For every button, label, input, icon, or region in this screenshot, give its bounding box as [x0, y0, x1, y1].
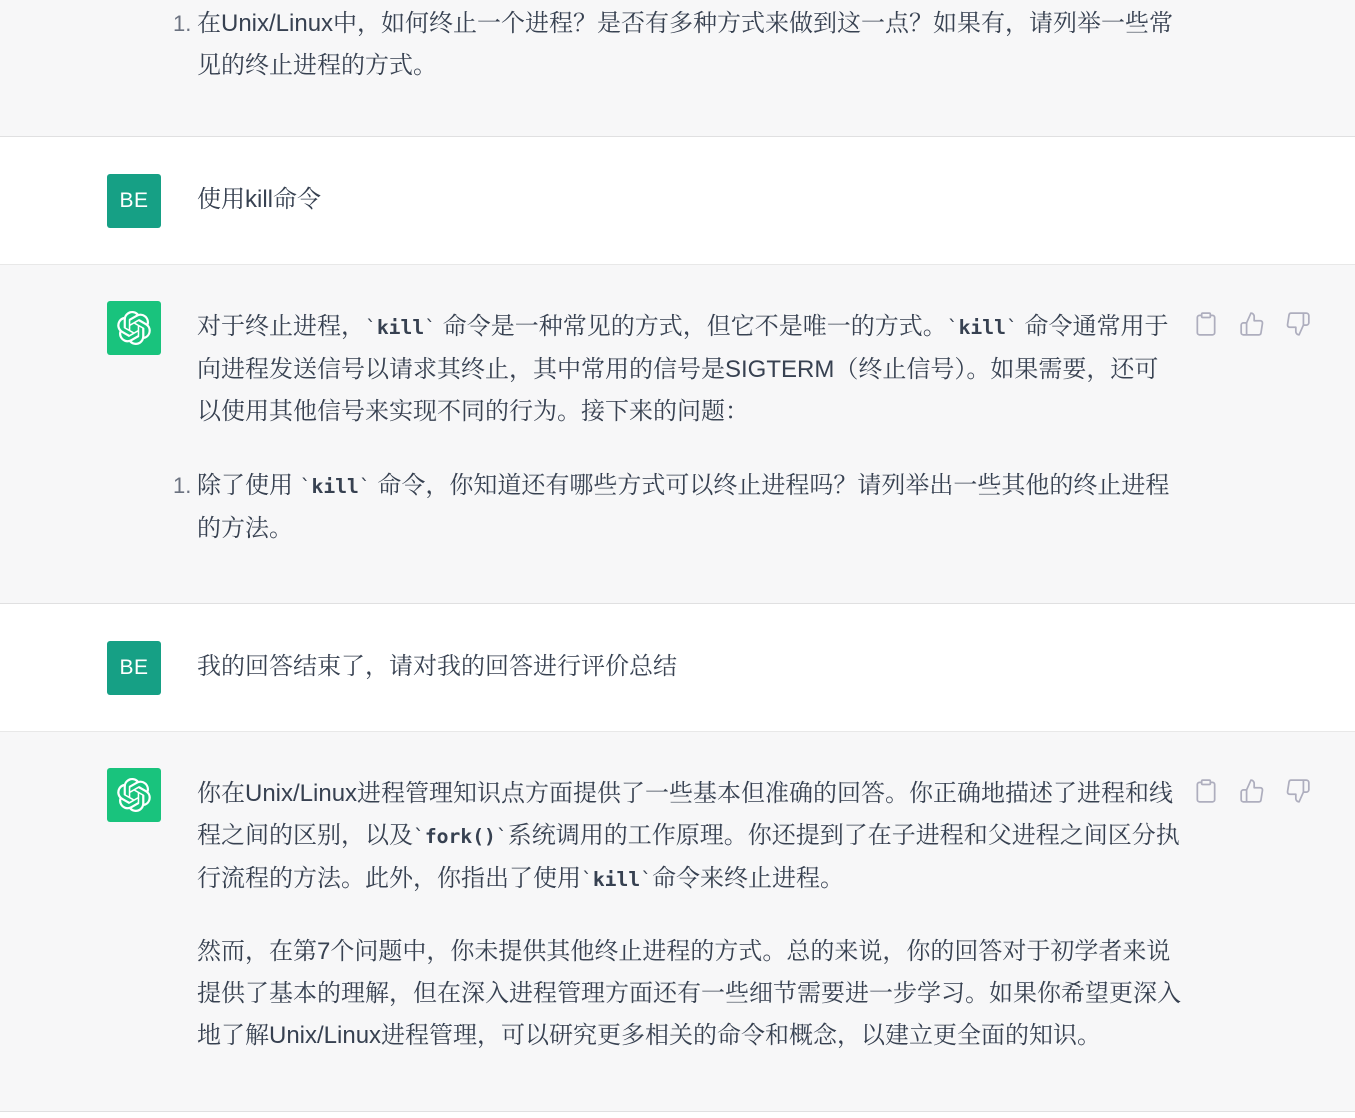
chatgpt-logo-icon [107, 768, 161, 822]
assistant-message [0, 732, 1355, 1112]
question-list [173, 3, 1182, 87]
copy-button[interactable] [1193, 778, 1219, 804]
message-actions [1193, 301, 1311, 337]
message-actions [1193, 768, 1311, 804]
message-content [173, 301, 1182, 550]
thumbs-down-icon [1285, 778, 1311, 804]
user-text: 使用kill命令 [197, 186, 321, 213]
assistant-message-clipped [0, 0, 1355, 137]
user-avatar [107, 174, 161, 228]
question-list [173, 465, 1182, 550]
copy-icon [1193, 778, 1219, 804]
assistant-paragraph: 你在Unix/Linux进程管理知识点方面提供了一些基本但准确的回答。你正确地描述了进程和线程之间的区别，以及`fork()`系统调用的工作原理。你还提到了在子进程和父进程之间区分执行流程的方法。此外，你指出了使用`kill`命令来终止进程。 [197, 780, 1180, 892]
list-item [173, 465, 1182, 550]
thumbs-up-button[interactable] [1239, 778, 1265, 804]
list-item-text: 在Unix/Linux中，如何终止一个进程？是否有多种方式来做到这一点？如果有，请列举一些常见的终止进程的方式。 [197, 10, 1174, 79]
thumbs-down-icon [1285, 311, 1311, 337]
message-content [197, 641, 1182, 688]
user-avatar-initials: BE [119, 656, 149, 679]
message-content [197, 174, 1182, 221]
thumbs-up-icon [1239, 311, 1265, 337]
thumbs-up-button[interactable] [1239, 311, 1265, 337]
assistant-message [0, 265, 1355, 604]
chatgpt-logo-icon [107, 301, 161, 355]
thumbs-down-button[interactable] [1285, 311, 1311, 337]
message-content [173, 3, 1182, 87]
list-item-text: 除了使用 `kill` 命令，你知道还有哪些方式可以终止进程吗？请列举出一些其他的终止进程的方法。 [197, 472, 1170, 542]
list-marker: 1. [173, 473, 192, 498]
thumbs-up-icon [1239, 778, 1265, 804]
user-avatar-initials: BE [119, 189, 149, 212]
copy-button[interactable] [1193, 311, 1219, 337]
avatar-placeholder [107, 3, 161, 57]
user-text: 我的回答结束了，请对我的回答进行评价总结 [197, 653, 677, 680]
list-item [173, 3, 1182, 87]
assistant-paragraph: 对于终止进程，`kill` 命令是一种常见的方式，但它不是唯一的方式。`kill` 命令通常用于向进程发送信号以请求其终止，其中常用的信号是SIGTERM（终止信号）。如果需要，还可以使用其他信号来实现不同的行为。接下来的问题： [197, 313, 1169, 425]
message-content [197, 768, 1182, 1057]
page-bottom-strip [0, 1112, 1355, 1118]
thumbs-down-button[interactable] [1285, 778, 1311, 804]
assistant-paragraph: 然而，在第7个问题中，你未提供其他终止进程的方式。总的来说，你的回答对于初学者来说提供了基本的理解，但在深入进程管理方面还有一些细节需要进一步学习。如果你希望更深入地了解Unix/Linux进程管理，可以研究更多相关的命令和概念，以建立更全面的知识。 [197, 938, 1181, 1049]
user-avatar [107, 641, 161, 695]
list-marker: 1. [173, 11, 192, 36]
user-message [0, 604, 1355, 732]
copy-icon [1193, 311, 1219, 337]
user-message [0, 137, 1355, 265]
